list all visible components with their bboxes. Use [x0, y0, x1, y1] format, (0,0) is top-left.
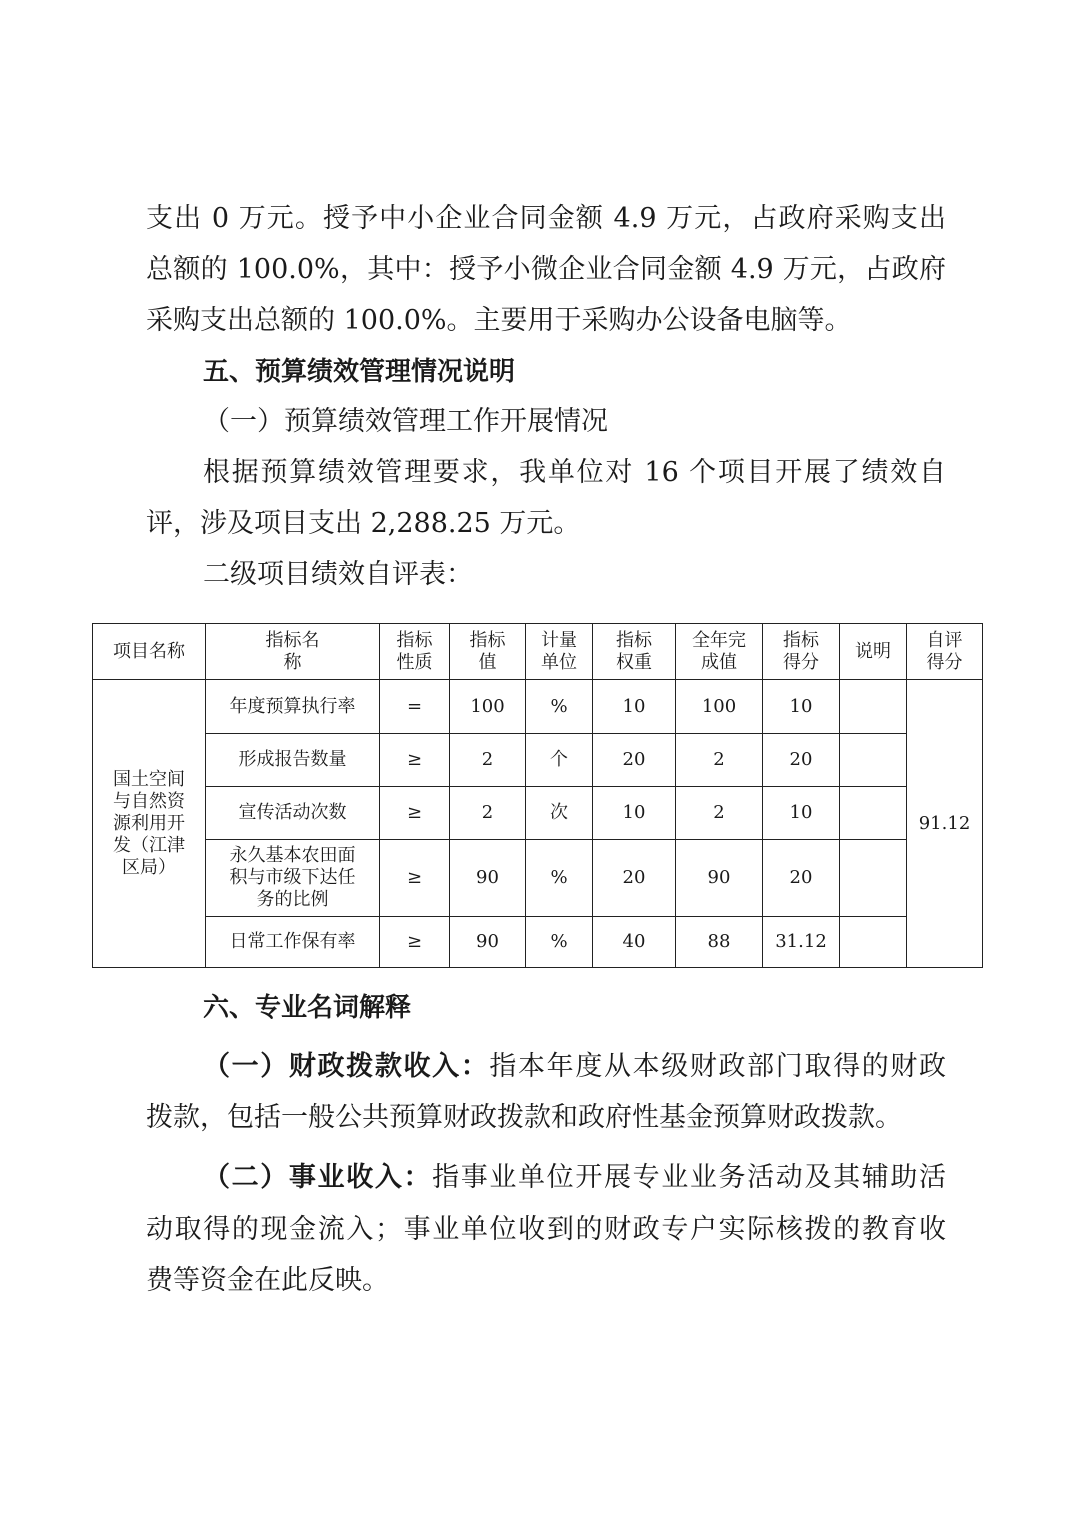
definition-line [203, 1158, 946, 1198]
weight-cell: 10 [593, 680, 676, 734]
score-cell: 31.12 [763, 917, 840, 968]
value-cell: 90 [450, 840, 526, 917]
nature-cell: ≥ [380, 840, 450, 917]
paragraph-line: 根据预算绩效管理要求，我单位对 16 个项目开展了绩效自 [203, 457, 946, 488]
indicator-name-cell: 日常工作保有率 [206, 917, 380, 968]
paragraph-line: 采购支出总额的 100.0%。主要用于采购办公设备电脑等。 [146, 305, 852, 336]
unit-cell: 次 [526, 787, 593, 840]
weight-cell: 20 [593, 840, 676, 917]
value-cell: 2 [450, 734, 526, 787]
table-row [93, 734, 983, 787]
header-cell: 计量单位 [526, 624, 593, 680]
score-cell: 10 [763, 680, 840, 734]
unit-cell: % [526, 840, 593, 917]
value-cell: 90 [450, 917, 526, 968]
actual-cell: 2 [676, 787, 763, 840]
table-row [93, 917, 983, 968]
table-row [93, 787, 983, 840]
actual-cell: 88 [676, 917, 763, 968]
subsection-heading: （一）预算绩效管理工作开展情况 [203, 406, 608, 437]
value-cell: 100 [450, 680, 526, 734]
score-cell: 20 [763, 840, 840, 917]
score-cell: 20 [763, 734, 840, 787]
header-cell: 说明 [840, 624, 907, 680]
note-cell [840, 680, 907, 734]
unit-cell: % [526, 680, 593, 734]
unit-cell: 个 [526, 734, 593, 787]
paragraph-line: 支出 0 万元。授予中小企业合同金额 4.9 万元，占政府采购支出 [146, 203, 946, 234]
nature-cell: = [380, 680, 450, 734]
nature-cell: ≥ [380, 734, 450, 787]
indicator-name-cell: 永久基本农田面积与市级下达任务的比例 [206, 840, 380, 917]
indicator-name-cell: 宣传活动次数 [206, 787, 380, 840]
paragraph-line: 总额的 100.0%，其中：授予小微企业合同金额 4.9 万元，占政府 [146, 254, 946, 285]
header-cell: 指标值 [450, 624, 526, 680]
table-caption: 二级项目绩效自评表： [203, 559, 473, 590]
nature-cell: ≥ [380, 787, 450, 840]
header-cell: 项目名称 [93, 624, 206, 680]
definition-text: 指事业单位开展专业业务活动及其辅助活 [432, 1162, 947, 1193]
definition-text: 指本年度从本级财政部门取得的财政 [489, 1051, 947, 1082]
paragraph-line: 评，涉及项目支出 2,288.25 万元。 [146, 508, 581, 539]
paragraph-line: 拨款，包括一般公共预算财政拨款和政府性基金预算财政拨款。 [146, 1102, 902, 1133]
project-name-cell: 国土空间与自然资源利用开发（江津区局） [93, 680, 206, 968]
self-score-cell: 91.12 [907, 680, 983, 968]
header-cell: 自评得分 [907, 624, 983, 680]
actual-cell: 2 [676, 734, 763, 787]
section-heading-5: 五、预算绩效管理情况说明 [203, 357, 516, 387]
paragraph-line: 费等资金在此反映。 [146, 1265, 389, 1296]
paragraph-line: 动取得的现金流入；事业单位收到的财政专户实际核拨的教育收 [146, 1214, 946, 1245]
actual-cell: 90 [676, 840, 763, 917]
performance-table [92, 623, 983, 968]
table-row [93, 840, 983, 917]
definition-line [203, 1047, 946, 1087]
definition-term: （一）财政拨款收入： [203, 1051, 490, 1082]
header-cell: 指标名称 [206, 624, 380, 680]
value-cell: 2 [450, 787, 526, 840]
table-header-row [93, 624, 983, 680]
section-heading-6: 六、专业名词解释 [203, 993, 412, 1023]
note-cell [840, 787, 907, 840]
nature-cell: ≥ [380, 917, 450, 968]
note-cell [840, 734, 907, 787]
header-cell: 全年完成值 [676, 624, 763, 680]
indicator-name-cell: 形成报告数量 [206, 734, 380, 787]
definition-term: （二）事业收入： [203, 1162, 433, 1193]
header-cell: 指标权重 [593, 624, 676, 680]
weight-cell: 10 [593, 787, 676, 840]
note-cell [840, 840, 907, 917]
unit-cell: % [526, 917, 593, 968]
header-cell: 指标得分 [763, 624, 840, 680]
actual-cell: 100 [676, 680, 763, 734]
weight-cell: 40 [593, 917, 676, 968]
note-cell [840, 917, 907, 968]
weight-cell: 20 [593, 734, 676, 787]
score-cell: 10 [763, 787, 840, 840]
indicator-name-cell: 年度预算执行率 [206, 680, 380, 734]
header-cell: 指标性质 [380, 624, 450, 680]
table-row [93, 680, 983, 734]
